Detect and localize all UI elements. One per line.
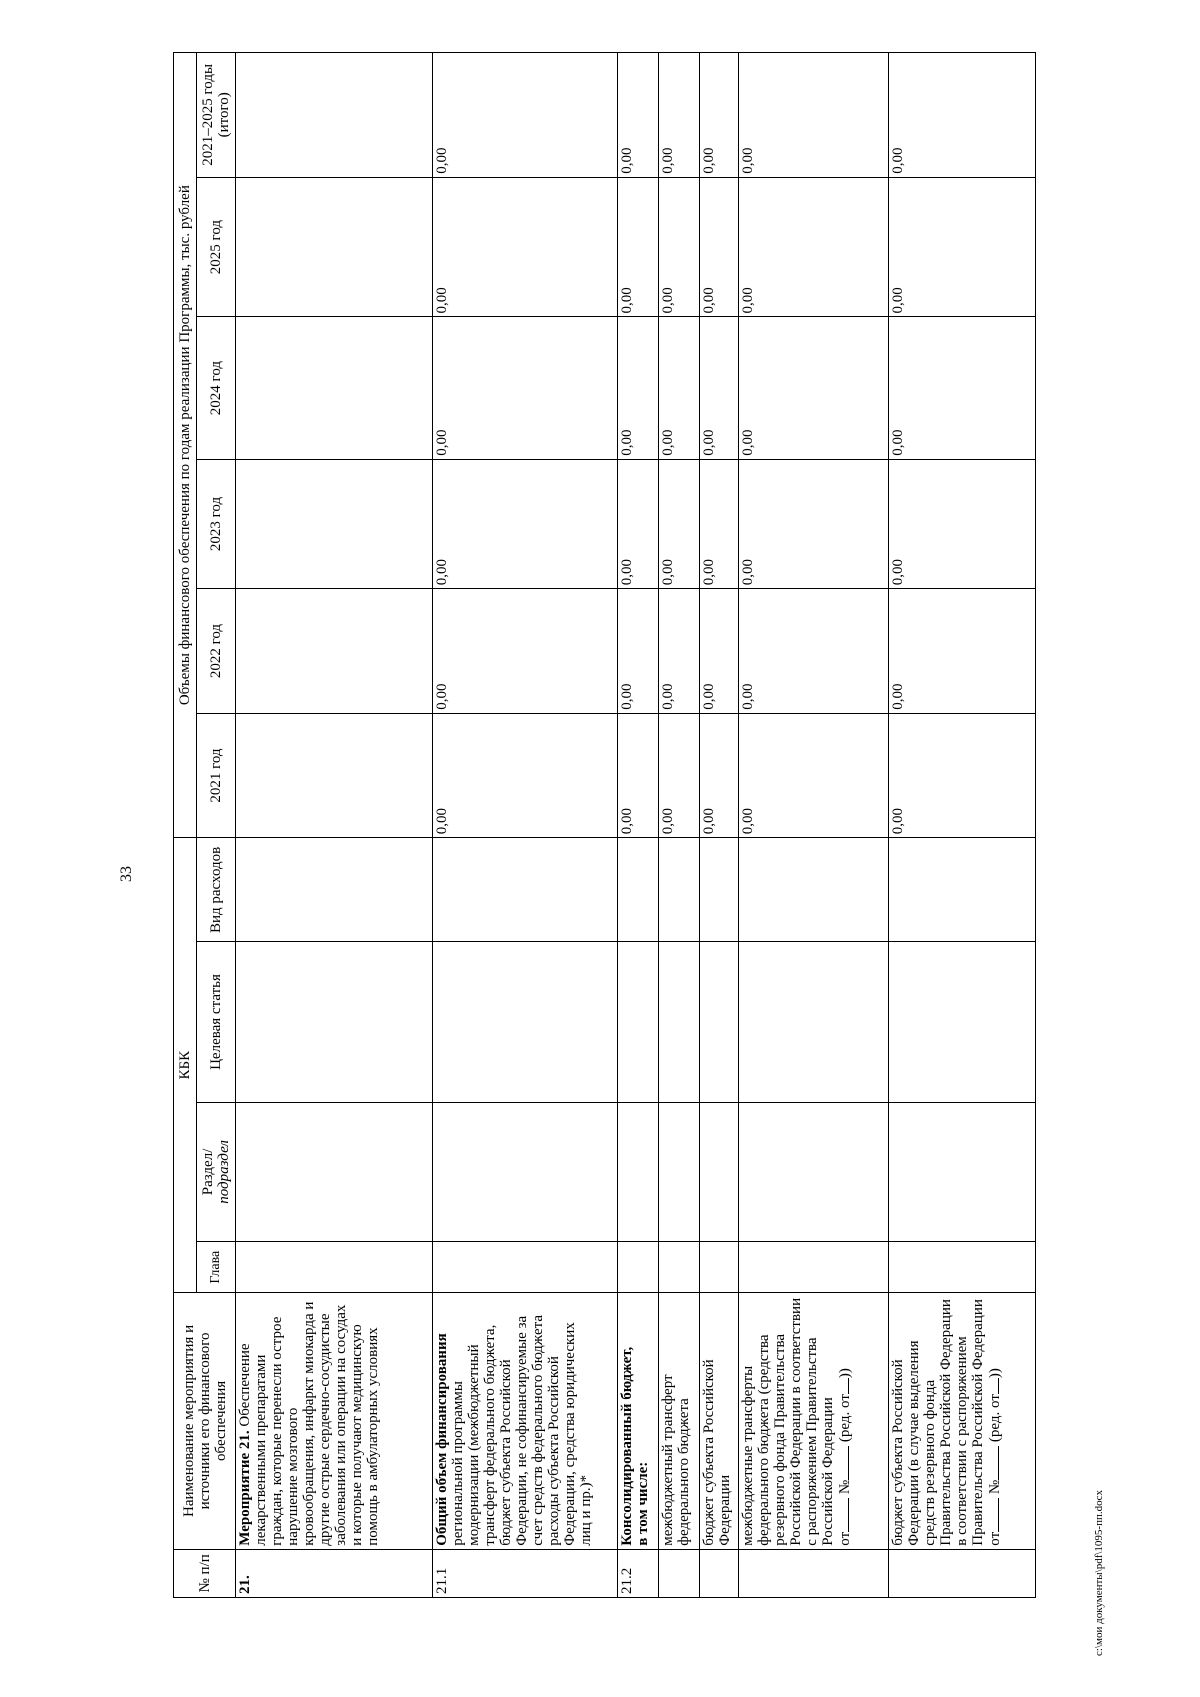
header-vid: Вид расходов [196, 838, 236, 942]
value-cell: 0,00 [658, 459, 699, 589]
value-cell: 0,00 [433, 317, 618, 459]
header-num: № п/п [174, 1549, 236, 1597]
value-cell: 0,00 [739, 53, 889, 178]
footer-file-path: c:\мои документы\pdf\1095-пп.docx [1093, 1489, 1105, 1656]
value-cell: 0,00 [658, 53, 699, 178]
table-row [236, 53, 433, 1598]
value-cell: 0,00 [699, 589, 739, 714]
row-num: 21.1 [433, 1549, 618, 1597]
header-2025: 2025 год [196, 177, 236, 317]
value-cell [236, 459, 433, 589]
table-row [699, 53, 739, 1598]
value-cell: 0,00 [433, 177, 618, 317]
row-num: 21. [237, 1575, 254, 1594]
table-row [617, 53, 658, 1598]
rotated-table-wrapper [173, 52, 1036, 1598]
header-razdel [196, 1102, 236, 1242]
value-cell: 0,00 [699, 459, 739, 589]
value-cell [236, 589, 433, 714]
value-cell: 0,00 [617, 317, 658, 459]
header-razdel-text: Раздел/ [199, 1148, 216, 1196]
value-cell: 0,00 [888, 317, 1035, 459]
financing-table [173, 52, 1036, 1598]
value-cell: 0,00 [617, 713, 658, 838]
value-cell: 0,00 [888, 713, 1035, 838]
header-kbk: КБК [174, 838, 197, 1293]
value-cell: 0,00 [617, 53, 658, 178]
value-cell [236, 53, 433, 178]
value-cell: 0,00 [658, 589, 699, 714]
value-cell: 0,00 [739, 317, 889, 459]
value-cell: 0,00 [699, 53, 739, 178]
header-glava: Глава [196, 1242, 236, 1293]
value-cell: 0,00 [433, 53, 618, 178]
value-cell [236, 177, 433, 317]
row-name: межбюджетные трансферты федерального бюджета (средства резервного фонда Правительства Российской Федерации в соответствии с распоряжением Правительства Российской Федерации от № (ред. от)) [739, 1293, 889, 1550]
value-cell: 0,00 [739, 589, 889, 714]
header-total: 2021–2025 годы (итого) [196, 53, 236, 178]
table-row [739, 53, 889, 1598]
value-cell: 0,00 [433, 459, 618, 589]
header-name: Наименование мероприятия и источники его финансового обеспечения [174, 1293, 236, 1550]
row-num: 21.2 [617, 1549, 658, 1597]
table-row [888, 53, 1035, 1598]
value-cell: 0,00 [617, 177, 658, 317]
header-2024: 2024 год [196, 317, 236, 459]
row-name: Консолидированный бюджет, в том числе: [617, 1293, 658, 1550]
row-name: бюджет субъекта Российской Федерации (в случае выделения средств резервного фонда Правительства Российской Федерации в соответствии с распоряжением Правительства Российской Федерации от № (ред. от)) [888, 1293, 1035, 1550]
value-cell: 0,00 [888, 589, 1035, 714]
value-cell: 0,00 [433, 589, 618, 714]
header-2022: 2022 год [196, 589, 236, 714]
value-cell: 0,00 [433, 713, 618, 838]
header-volumes: Объемы финансового обеспечения по годам реализации Программы, тыс. рублей [174, 53, 197, 838]
value-cell: 0,00 [739, 459, 889, 589]
value-cell: 0,00 [699, 177, 739, 317]
value-cell: 0,00 [888, 459, 1035, 589]
value-cell: 0,00 [658, 177, 699, 317]
value-cell: 0,00 [617, 459, 658, 589]
header-podrazdel-text: подраздел [215, 1140, 232, 1204]
row-name: Общий объем финансирования региональной программы модернизации (межбюджетный трансферт федерального бюджета, бюджет субъекта Российской Федерации, не софинансируемые за счет средств федерального бюджета расходы субъекта Российской Федерации, средства юридических лиц и пр.)* [433, 1293, 618, 1550]
value-cell [236, 317, 433, 459]
value-cell: 0,00 [617, 589, 658, 714]
value-cell: 0,00 [699, 713, 739, 838]
header-2021: 2021 год [196, 713, 236, 838]
row-name: Мероприятие 21. Обеспечение лекарственными препаратами граждан, которые перенесли острое нарушение мозгового кровообращения, инфаркт миокарда и другие острые сердечно-сосудистые заболевания или операции на сосудах и которые получают медицинскую помощь в амбулаторных условиях [236, 1293, 433, 1550]
row-name: бюджет субъекта Российской Федерации [699, 1293, 739, 1550]
value-cell: 0,00 [658, 317, 699, 459]
value-cell: 0,00 [699, 317, 739, 459]
page-number: 33 [118, 866, 135, 882]
value-cell: 0,00 [888, 53, 1035, 178]
value-cell: 0,00 [888, 177, 1035, 317]
header-2023: 2023 год [196, 459, 236, 589]
value-cell: 0,00 [658, 713, 699, 838]
row-name: межбюджетный трансферт федерального бюджета [658, 1293, 699, 1550]
table-row [658, 53, 699, 1598]
value-cell: 0,00 [739, 177, 889, 317]
table-row [433, 53, 618, 1598]
header-celevaya: Целевая статья [196, 942, 236, 1102]
value-cell [236, 713, 433, 838]
value-cell: 0,00 [739, 713, 889, 838]
